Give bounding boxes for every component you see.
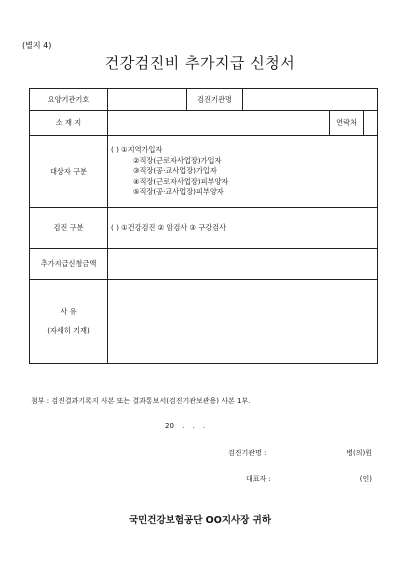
reason-field[interactable]	[108, 280, 378, 364]
address-field[interactable]	[108, 111, 330, 136]
row-target-type	[30, 136, 378, 208]
institution-sign-label: 검진기관명 :	[228, 449, 267, 457]
target-type-options[interactable]	[108, 136, 378, 208]
institution-code-field[interactable]	[108, 89, 187, 111]
institution-name-label: 검진기관명	[187, 89, 243, 111]
institution-name-field[interactable]	[243, 89, 378, 111]
phone-field[interactable]	[364, 111, 378, 136]
amount-label: 추가지급신청금액	[30, 249, 108, 280]
exam-type-label: 검진 구분	[30, 208, 108, 249]
target-option-1: ( ) ①지역가입자	[111, 145, 163, 155]
row-institution-code	[30, 89, 378, 111]
target-option-3: ③직장(공·교사업장)가입자	[133, 166, 217, 176]
application-form	[29, 88, 378, 364]
phone-label: 연락처	[330, 111, 364, 136]
amount-field[interactable]	[108, 249, 378, 280]
date-line: 20 . . .	[165, 422, 206, 430]
target-option-5: ⑤직장(공·교사업장)피부양자	[133, 187, 224, 197]
institution-seal-label: 병(의)원	[346, 449, 372, 457]
row-reason	[30, 280, 378, 364]
row-amount	[30, 249, 378, 280]
row-exam-type	[30, 208, 378, 249]
form-title: 건강검진비 추가지급 신청서	[104, 54, 296, 72]
reason-label: 사 유	[60, 307, 77, 316]
address-label: 소 재 지	[30, 111, 108, 136]
representative-seal-label: (인)	[359, 475, 372, 483]
reason-sublabel: (자세히 기재)	[47, 326, 90, 335]
institution-code-label: 요양기관기호	[30, 89, 108, 111]
addressee: 국민건강보험공단 OO지사장 귀하	[128, 515, 272, 526]
reason-label-cell	[30, 280, 108, 364]
annex-label: (별지 4)	[22, 41, 52, 50]
attachment-note: 첨부 : 검진결과기록지 사본 또는 결과통보서(검진기관보관용) 사본 1부.	[31, 397, 251, 405]
row-address	[30, 111, 378, 136]
exam-type-options[interactable]: ( ) ①건강검진 ② 암검사 ③ 구강검사	[108, 208, 378, 249]
target-option-2: ②직장(근로자사업장)가입자	[133, 155, 222, 165]
target-option-4: ④직장(근로자사업장)피부양자	[133, 176, 229, 186]
target-type-label: 대상자 구분	[30, 136, 108, 208]
representative-label: 대표자 :	[246, 475, 271, 483]
